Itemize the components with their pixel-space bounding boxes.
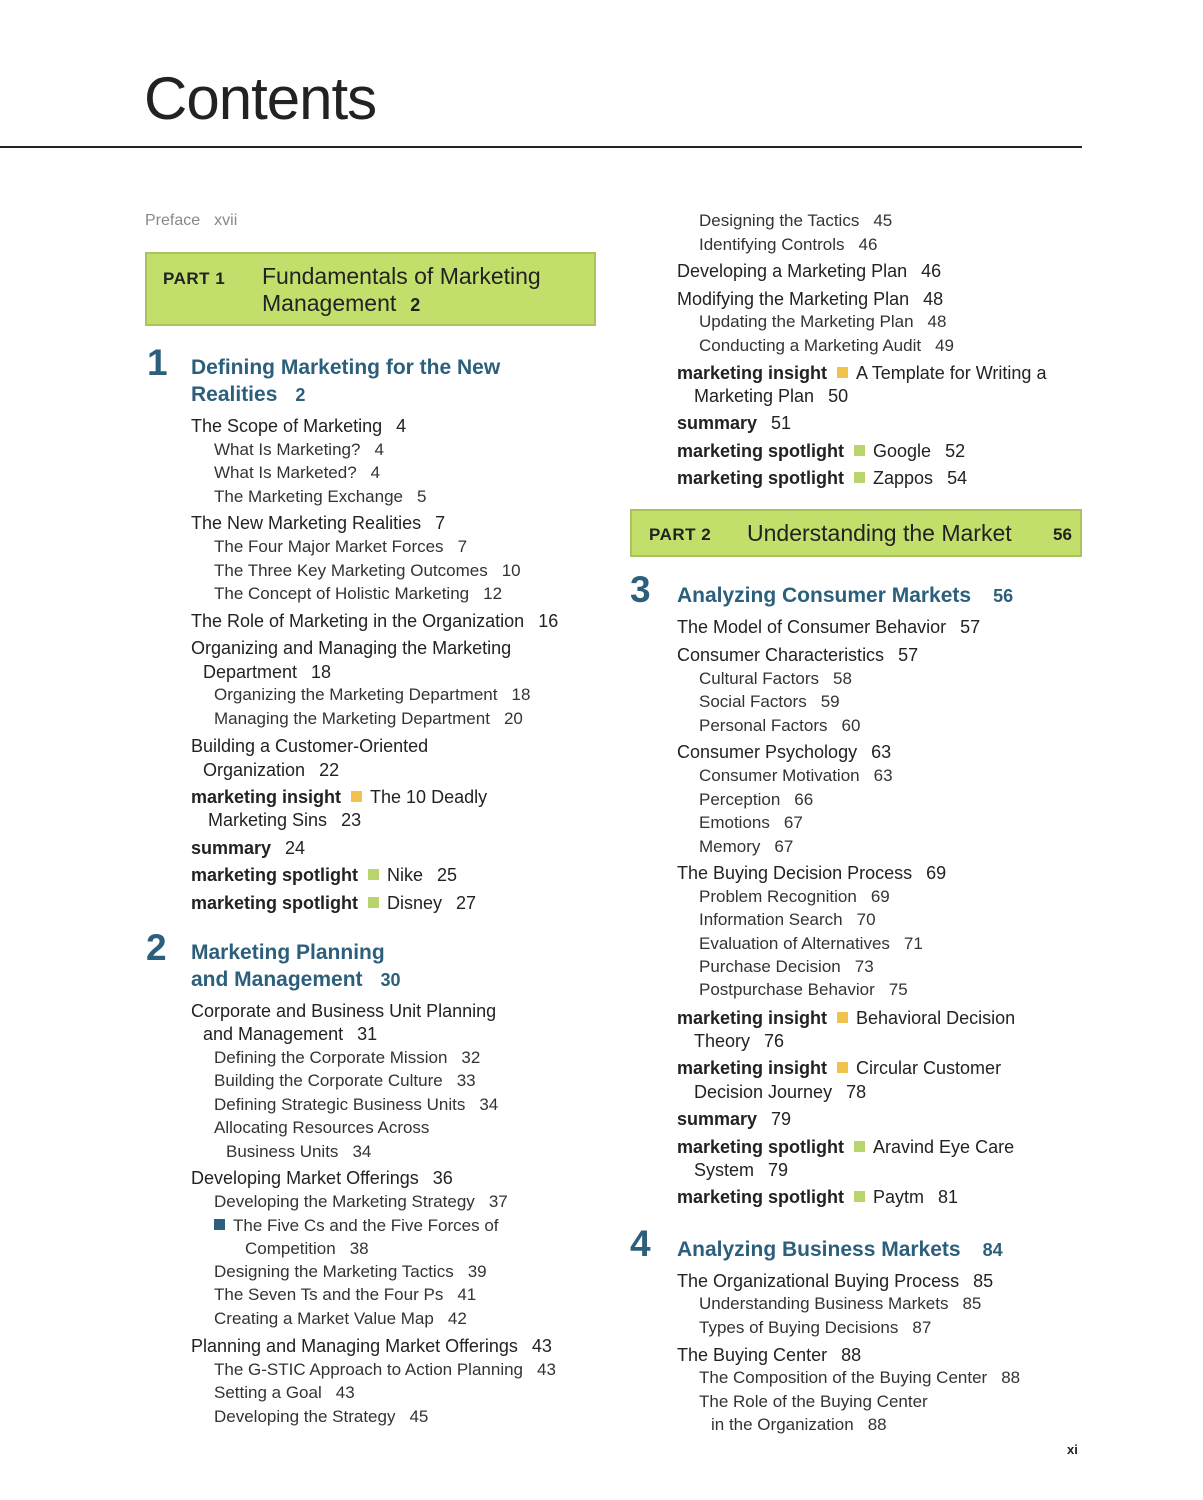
toc-preface-label: Preface (145, 212, 201, 229)
feature-label: marketing insight (677, 1008, 828, 1028)
toc-page: 37 (488, 1192, 508, 1211)
toc-text: What Is Marketed? (214, 463, 357, 482)
toc-page: 7 (435, 513, 446, 533)
toc-page: 88 (867, 1415, 887, 1434)
toc-subentry[interactable] (699, 716, 860, 736)
toc-subentry[interactable] (214, 440, 384, 460)
toc-page: 63 (873, 766, 893, 785)
toc-page: 31 (357, 1024, 378, 1044)
part-title-line2 (262, 290, 420, 319)
chapter-title-text: Analyzing Business Markets (677, 1238, 961, 1261)
toc-page: 57 (960, 617, 981, 637)
toc-entry-cont[interactable] (203, 662, 331, 682)
toc-text: The Seven Ts and the Four Ps (214, 1285, 444, 1304)
summary-label: summary (677, 413, 758, 433)
toc-subentry[interactable] (214, 1262, 487, 1282)
toc-subentry[interactable] (214, 1192, 508, 1212)
chapter-title-line2[interactable] (191, 381, 305, 409)
toc-text: Disney (387, 893, 443, 913)
chapter-title[interactable] (677, 1236, 1003, 1264)
toc-text: Designing the Tactics (699, 211, 860, 230)
toc-text: in the Organization (711, 1415, 854, 1434)
toc-entry[interactable] (677, 289, 943, 309)
toc-feature-cont[interactable] (694, 1031, 784, 1051)
toc-text: The Scope of Marketing (191, 416, 383, 436)
toc-page: 85 (962, 1294, 982, 1313)
toc-page: 38 (349, 1239, 369, 1258)
toc-text: Social Factors (699, 692, 807, 711)
green-square-icon (854, 1141, 865, 1152)
toc-text: Aravind Eye Care (873, 1137, 1015, 1157)
toc-page: 48 (923, 289, 944, 309)
toc-feature[interactable] (191, 787, 487, 807)
toc-text: Nike (387, 865, 424, 885)
toc-text: Developing Market Offerings (191, 1168, 419, 1188)
toc-text: The G-STIC Approach to Action Planning (214, 1360, 524, 1379)
toc-page: 45 (409, 1407, 429, 1426)
part-tag: PART 1 (163, 269, 226, 288)
toc-text: Developing a Marketing Plan (677, 261, 908, 281)
toc-text: Allocating Resources Across (214, 1118, 430, 1137)
toc-subentry[interactable] (214, 1118, 429, 1138)
part2-banner[interactable] (630, 509, 1082, 557)
chapter-page: 30 (380, 970, 401, 990)
green-square-icon (854, 1191, 865, 1202)
toc-page: 63 (871, 742, 892, 762)
toc-subentry[interactable] (214, 1309, 467, 1329)
toc-subentry[interactable] (214, 584, 502, 604)
toc-page: 12 (483, 584, 503, 603)
toc-text: Consumer Characteristics (677, 645, 885, 665)
toc-feature-cont[interactable] (694, 1160, 788, 1180)
toc-feature[interactable] (677, 363, 1046, 383)
toc-subentry[interactable] (214, 1071, 476, 1091)
toc-page: 48 (927, 312, 947, 331)
yellow-square-icon (837, 367, 848, 378)
feature-label: marketing spotlight (677, 441, 845, 461)
chapter-title-line2[interactable] (191, 966, 401, 994)
toc-text: Updating the Marketing Plan (699, 312, 914, 331)
toc-text: Marketing Sins (208, 810, 328, 830)
toc-entry[interactable] (191, 638, 511, 658)
toc-subentry[interactable] (699, 692, 840, 712)
yellow-square-icon (837, 1062, 848, 1073)
toc-feature[interactable] (677, 468, 967, 488)
toc-entry[interactable] (191, 1168, 453, 1188)
toc-text: System (694, 1160, 755, 1180)
toc-page: 66 (794, 790, 814, 809)
toc-page: 43 (531, 1336, 552, 1356)
toc-text: The Composition of the Buying Center (699, 1368, 988, 1387)
feature-label: marketing spotlight (677, 468, 845, 488)
toc-entry[interactable] (191, 416, 406, 436)
toc-page: 67 (783, 813, 803, 832)
toc-page: 60 (841, 716, 861, 735)
toc-page: 4 (374, 440, 384, 459)
toc-page: 73 (854, 957, 874, 976)
toc-page: 46 (921, 261, 942, 281)
toc-text: A Template for Writing a (856, 363, 1047, 383)
feature-label: marketing insight (191, 787, 342, 807)
toc-entry[interactable] (677, 863, 946, 883)
toc-text: Developing the Marketing Strategy (214, 1192, 475, 1211)
feature-label: marketing insight (677, 363, 828, 383)
toc-subentry[interactable] (214, 463, 380, 483)
toc-text: Marketing Plan (694, 386, 815, 406)
toc-subentry[interactable] (699, 957, 874, 977)
toc-subentry[interactable] (699, 980, 908, 1000)
toc-page: 5 (417, 487, 427, 506)
toc-entry[interactable] (191, 513, 445, 533)
toc-text: The Role of the Buying Center (699, 1392, 928, 1411)
toc-subentry[interactable] (214, 685, 530, 705)
toc-text: The Buying Decision Process (677, 863, 913, 883)
toc-text: The Model of Consumer Behavior (677, 617, 947, 637)
toc-page: 45 (873, 211, 893, 230)
toc-text: What Is Marketing? (214, 440, 361, 459)
toc-text: Managing the Marketing Department (214, 709, 490, 728)
toc-entry[interactable] (677, 1345, 861, 1365)
toc-text: Memory (699, 837, 761, 856)
title-rule (0, 146, 1082, 148)
toc-text: Defining the Corporate Mission (214, 1048, 448, 1067)
blue-square-icon (214, 1219, 225, 1230)
toc-page: 54 (947, 468, 968, 488)
toc-text: Emotions (699, 813, 770, 832)
toc-page: 33 (456, 1071, 476, 1090)
feature-label: marketing spotlight (677, 1187, 845, 1207)
toc-text: Purchase Decision (699, 957, 841, 976)
toc-subentry[interactable] (214, 487, 426, 507)
chapter-title-text: and Management (191, 968, 363, 991)
toc-page: 52 (945, 441, 966, 461)
toc-text: Developing the Strategy (214, 1407, 396, 1426)
toc-page: 39 (467, 1262, 487, 1281)
toc-subentry-cont[interactable] (226, 1142, 371, 1162)
chapter-title-text: Analyzing Consumer Markets (677, 584, 972, 607)
summary-label: summary (191, 838, 272, 858)
toc-feature[interactable] (677, 1187, 958, 1207)
toc-page: 85 (973, 1271, 994, 1291)
toc-page: 50 (828, 386, 849, 406)
toc-text: Setting a Goal (214, 1383, 322, 1402)
toc-text: The Five Cs and the Five Forces of (233, 1216, 499, 1235)
toc-subentry-cont[interactable] (245, 1239, 369, 1259)
toc-page: 4 (370, 463, 381, 482)
toc-text: Organization (203, 760, 306, 780)
green-square-icon (368, 897, 379, 908)
toc-feature-cont[interactable] (694, 1082, 866, 1102)
feature-label: marketing insight (677, 1058, 828, 1078)
toc-text: Google (873, 441, 932, 461)
chapter-page: 84 (982, 1240, 1003, 1260)
toc-text: Building a Customer-Oriented (191, 736, 429, 756)
feature-label: marketing spotlight (191, 893, 359, 913)
toc-page: 43 (335, 1383, 355, 1402)
toc-text: Personal Factors (699, 716, 828, 735)
yellow-square-icon (351, 791, 362, 802)
chapter-title-line1[interactable]: Marketing Planning (191, 941, 385, 964)
toc-subentry[interactable] (699, 1294, 981, 1314)
part-title-text: Management (262, 290, 397, 316)
chapter-number: 4 (630, 1223, 651, 1264)
toc-subentry[interactable] (699, 887, 890, 907)
chapter-title-text: Realities (191, 383, 278, 406)
toc-entry[interactable] (677, 742, 891, 762)
toc-entry[interactable] (677, 645, 918, 665)
toc-page: 88 (1001, 1368, 1021, 1387)
toc-entry[interactable] (191, 736, 428, 756)
toc-text: Understanding Business Markets (699, 1294, 949, 1313)
toc-subentry[interactable] (699, 312, 946, 332)
chapter-number: 3 (630, 569, 651, 610)
toc-page: 10 (501, 561, 521, 580)
part-page: 2 (410, 295, 421, 315)
toc-text: The Organizational Buying Process (677, 1271, 960, 1291)
toc-text: and Management (203, 1024, 344, 1044)
toc-page: 16 (538, 611, 559, 631)
toc-page: 27 (456, 893, 477, 913)
toc-subentry[interactable] (214, 1048, 480, 1068)
toc-feature[interactable] (677, 1058, 1001, 1078)
toc-text: Consumer Psychology (677, 742, 858, 762)
toc-page: 34 (352, 1142, 372, 1161)
toc-feature[interactable] (191, 865, 457, 885)
toc-text: Creating a Market Value Map (214, 1309, 434, 1328)
toc-summary[interactable] (677, 1109, 791, 1129)
toc-page: 69 (926, 863, 947, 883)
part-tag: PART 2 (649, 525, 712, 544)
toc-feature-cont[interactable] (208, 810, 361, 830)
toc-entry-cont[interactable] (203, 760, 339, 780)
part1-banner[interactable] (145, 252, 596, 326)
green-square-icon (368, 869, 379, 880)
part-title-line1: Fundamentals of Marketing (262, 263, 541, 289)
page-number: xi (1067, 1442, 1078, 1457)
toc-text: Consumer Motivation (699, 766, 860, 785)
toc-text: The Four Major Market Forces (214, 537, 444, 556)
part-page: 56 (1053, 525, 1072, 544)
toc-text: Organizing the Marketing Department (214, 685, 498, 704)
toc-page: 51 (771, 413, 792, 433)
toc-text: Problem Recognition (699, 887, 857, 906)
toc-page: 81 (938, 1187, 959, 1207)
feature-label: marketing spotlight (191, 865, 359, 885)
yellow-square-icon (837, 1012, 848, 1023)
toc-page: 23 (341, 810, 362, 830)
toc-subentry[interactable] (214, 1360, 556, 1380)
toc-text: Designing the Marketing Tactics (214, 1262, 454, 1281)
chapter-number: 2 (146, 927, 167, 968)
toc-page: 7 (457, 537, 468, 556)
toc-page: 22 (319, 760, 340, 780)
chapter-number: 1 (147, 342, 168, 383)
toc-page: 79 (768, 1160, 789, 1180)
toc-page: 70 (856, 910, 876, 929)
part-title: Understanding the Market (747, 520, 1012, 546)
toc-text: Information Search (699, 910, 843, 929)
toc-page: 20 (503, 709, 523, 728)
feature-label: marketing spotlight (677, 1137, 845, 1157)
chapter-page: 2 (295, 385, 306, 405)
toc-page: 41 (457, 1285, 477, 1304)
toc-page: 75 (888, 980, 908, 999)
toc-subentry[interactable] (214, 1216, 499, 1236)
toc-text: Behavioral Decision (856, 1008, 1016, 1028)
toc-subentry[interactable] (214, 1285, 476, 1305)
toc-preface[interactable] (145, 211, 237, 231)
toc-text: Defining Strategic Business Units (214, 1095, 466, 1114)
toc-page: 36 (432, 1168, 453, 1188)
toc-text: Postpurchase Behavior (699, 980, 875, 999)
toc-subentry[interactable] (699, 837, 793, 857)
toc-text: Identifying Controls (699, 235, 845, 254)
toc-text: Department (203, 662, 298, 682)
toc-entry[interactable] (677, 617, 980, 637)
toc-entry-cont[interactable] (203, 1024, 377, 1044)
toc-page: 25 (437, 865, 458, 885)
toc-subentry[interactable] (699, 934, 923, 954)
toc-page: 78 (846, 1082, 867, 1102)
chapter-title-line1[interactable]: Defining Marketing for the New (191, 356, 501, 379)
toc-entry[interactable] (191, 1001, 496, 1021)
toc-subentry[interactable] (699, 1392, 928, 1412)
toc-text: Modifying the Marketing Plan (677, 289, 910, 309)
toc-subentry[interactable] (214, 537, 467, 557)
toc-subentry[interactable] (214, 709, 523, 729)
toc-text: Theory (694, 1031, 751, 1051)
toc-subentry[interactable] (214, 561, 521, 581)
toc-text: Corporate and Business Unit Planning (191, 1001, 497, 1021)
toc-text: Evaluation of Alternatives (699, 934, 890, 953)
toc-text: The Role of Marketing in the Organization (191, 611, 525, 631)
toc-text: Decision Journey (694, 1082, 833, 1102)
toc-page: 87 (912, 1318, 932, 1337)
chapter-page: 56 (993, 586, 1014, 606)
toc-subentry[interactable] (699, 1368, 1020, 1388)
toc-page: 18 (511, 685, 531, 704)
toc-page: 69 (870, 887, 890, 906)
toc-subentry[interactable] (214, 1095, 498, 1115)
page-title: Contents (144, 65, 377, 132)
toc-text: Business Units (226, 1142, 339, 1161)
toc-page: 49 (935, 336, 955, 355)
toc-subentry[interactable] (699, 235, 877, 255)
toc-text: Cultural Factors (699, 669, 819, 688)
green-square-icon (854, 472, 865, 483)
toc-feature[interactable] (677, 441, 965, 461)
toc-feature[interactable] (677, 1137, 1014, 1157)
toc-page: 58 (832, 669, 852, 688)
toc-subentry[interactable] (214, 1407, 428, 1427)
toc-page: 67 (774, 837, 794, 856)
toc-text: Types of Buying Decisions (699, 1318, 899, 1337)
toc-entry[interactable] (677, 1271, 993, 1291)
toc-text: The New Marketing Realities (191, 513, 422, 533)
toc-page: 46 (858, 235, 878, 254)
chapter-title[interactable] (677, 582, 1013, 610)
toc-text: Planning and Managing Market Offerings (191, 1336, 518, 1356)
toc-page: xvii (214, 212, 238, 229)
toc-text: Perception (699, 790, 781, 809)
toc-subentry[interactable] (699, 790, 813, 810)
toc-subentry[interactable] (699, 1318, 931, 1338)
toc-feature[interactable] (191, 893, 476, 913)
toc-page: 24 (285, 838, 306, 858)
toc-page: 43 (537, 1360, 556, 1379)
toc-text: Conducting a Marketing Audit (699, 336, 922, 355)
toc-page: 59 (820, 692, 840, 711)
summary-label: summary (677, 1109, 758, 1129)
toc-page: 57 (898, 645, 919, 665)
toc-summary[interactable] (677, 413, 791, 433)
toc-page: 18 (311, 662, 332, 682)
toc-text: Circular Customer (856, 1058, 1002, 1078)
toc-entry[interactable] (191, 1336, 552, 1356)
toc-page: 4 (396, 416, 407, 436)
toc-page: 88 (841, 1345, 862, 1365)
toc-text: Paytm (873, 1187, 925, 1207)
toc-summary[interactable] (191, 838, 305, 858)
toc-page: 42 (447, 1309, 467, 1328)
toc-page: 32 (461, 1048, 481, 1067)
toc-text: The Three Key Marketing Outcomes (214, 561, 488, 580)
toc-subentry[interactable] (699, 211, 892, 231)
toc-text: The Marketing Exchange (214, 487, 403, 506)
toc-text: Building the Corporate Culture (214, 1071, 443, 1090)
toc-text: Competition (245, 1239, 336, 1258)
toc-page: 79 (771, 1109, 792, 1129)
green-square-icon (854, 445, 865, 456)
toc-text: The 10 Deadly (370, 787, 488, 807)
toc-text: The Buying Center (677, 1345, 828, 1365)
toc-entry[interactable] (677, 261, 941, 281)
toc-subentry[interactable] (214, 1383, 355, 1403)
toc-page: 71 (903, 934, 923, 953)
toc-text: Organizing and Managing the Marketing (191, 638, 512, 658)
toc-text: The Concept of Holistic Marketing (214, 584, 470, 603)
toc-text: Zappos (873, 468, 934, 488)
toc-subentry[interactable] (699, 813, 803, 833)
toc-page: 34 (479, 1095, 499, 1114)
toc-subentry[interactable] (699, 766, 893, 786)
toc-entry[interactable] (191, 611, 558, 631)
toc-subentry[interactable] (699, 910, 876, 930)
toc-subentry[interactable] (699, 669, 852, 689)
toc-feature-cont[interactable] (694, 386, 848, 406)
toc-feature[interactable] (677, 1008, 1015, 1028)
toc-subentry-cont[interactable] (711, 1415, 887, 1435)
toc-subentry[interactable] (699, 336, 954, 356)
toc-page: 76 (764, 1031, 785, 1051)
